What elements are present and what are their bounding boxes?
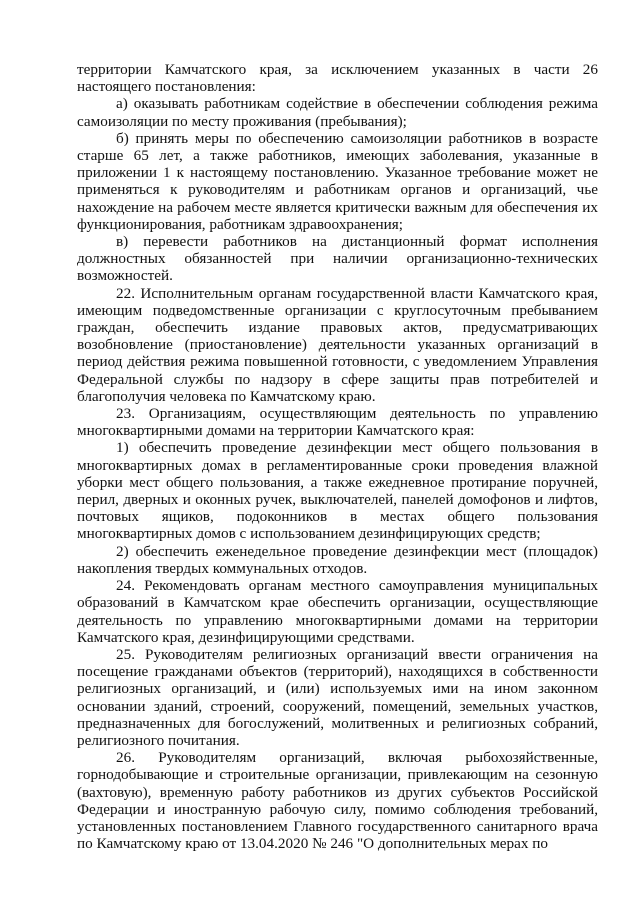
paragraph-clause-26: 26. Руководителям организаций, включая рыбохозяйственные, горнодобывающие и строительные организации, привлекающим на сезонную (вахтовую), временную работу работников из других субъектов Российской Федерации и иностранную рабочую силу, помимо соблюдения требований, установленных постановлением Главного государственного санитарного врача по Камчатскому краю от 13.04.2020 № 246 "О дополнительных мерах по [77, 749, 598, 853]
paragraph-item-a: а) оказывать работникам содействие в обеспечении соблюдения режима самоизоляции по месту проживания (пребывания); [77, 95, 598, 130]
paragraph-clause-23: 23. Организациям, осуществляющим деятельность по управлению многоквартирными домами на территории Камчатского края: [77, 405, 598, 440]
paragraph-item-b: б) принять меры по обеспечению самоизоляции работников в возрасте старше 65 лет, а также работников, имеющих заболевания, указанные в приложении 1 к настоящему постановлению. Указанное требование может не применяться к руководителям и работникам органов и организаций, чье нахождение на рабочем месте является критически важным для обеспечения их функционирования, работникам здравоохранения; [77, 129, 598, 233]
paragraph-clause-25: 25. Руководителям религиозных организаций ввести ограничения на посещение гражданами объектов (территорий), находящихся в собственности религиозных организаций, и (или) используемых ими на ином законном основании зданий, строений, сооружений, помещений, земельных участков, предназначенных для богослужений, молитвенных и религиозных собраний, религиозного почитания. [77, 645, 598, 749]
paragraph-clause-24: 24. Рекомендовать органам местного самоуправления муниципальных образований в Камчатском крае обеспечить организации, осуществляющие деятельность по управлению многоквартирными домами на территории Камчатского края, дезинфицирующими средствами. [77, 577, 598, 646]
paragraph-clause-23-item-2: 2) обеспечить еженедельное проведение дезинфекции мест (площадок) накопления твердых коммунальных отходов. [77, 542, 598, 577]
paragraph-clause-23-item-1: 1) обеспечить проведение дезинфекции мест общего пользования в многоквартирных домах в регламентированные сроки проведения влажной уборки мест общего пользования, а также ежедневное протирание поручней, перил, дверных и оконных ручек, выключателей, панелей домофонов и лифтов, почтовых ящиков, подоконников в местах общего пользования многоквартирных домов с использованием дезинфицирующих средств; [77, 439, 598, 543]
paragraph-item-v: в) перевести работников на дистанционный формат исполнения должностных обязанностей при наличии организационно-технических возможностей. [77, 233, 598, 285]
paragraph-clause-22: 22. Исполнительным органам государственной власти Камчатского края, имеющим подведомственные организации с круглосуточным пребыванием граждан, обеспечить издание правовых актов, предусматривающих возобновление (приостановление) деятельности указанных организаций в период действия режима повышенной готовности, с уведомлением Управления Федеральной службы по надзору в сфере защиты прав потребителей и благополучия человека по Камчатскому краю. [77, 284, 598, 405]
document-page [77, 61, 598, 852]
paragraph-continuation: территории Камчатского края, за исключением указанных в части 26 настоящего постановления: [77, 61, 598, 96]
